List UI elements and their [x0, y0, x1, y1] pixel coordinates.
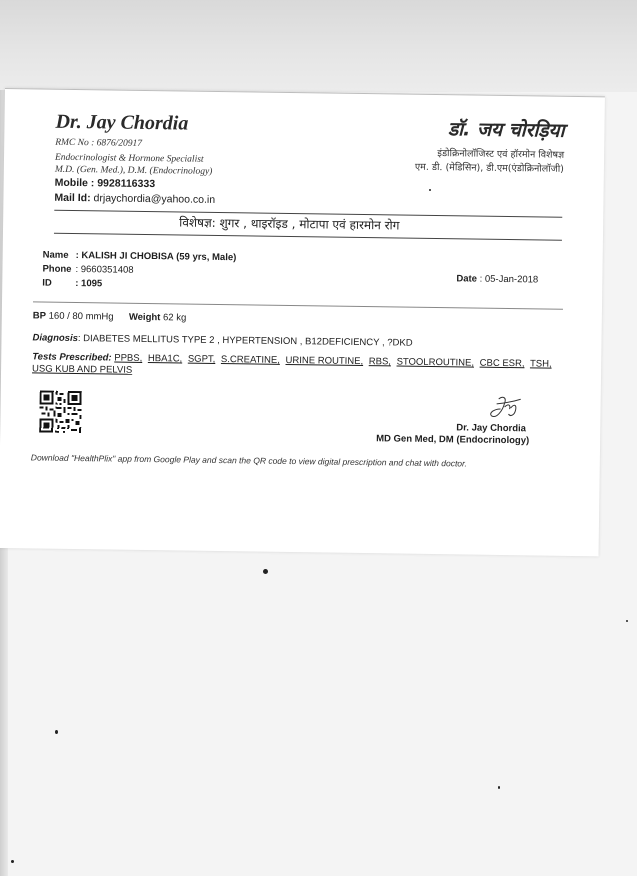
mail-id [54, 192, 215, 206]
specialty-line: विशेषज्ञ: शुगर , थाइरॉइड , मोटापा एवं हारमोन रोग [179, 215, 400, 233]
app-download-note: Download "HealthPlix" app from Google Play and scan the QR code to view digital prescription and chat with doctor. [30, 452, 468, 469]
header-divider-bottom [54, 233, 562, 241]
diagnosis-value: : DIABETES MELLITUS TYPE 2 , HYPERTENSION , B12DEFICIENCY , ?DKD [77, 333, 413, 349]
patient-divider [33, 301, 563, 309]
prescription-sheet [0, 88, 605, 556]
date-label: Date [456, 273, 478, 285]
test-item: STOOLROUTINE, [396, 356, 475, 369]
patient-name-value: : KALISH JI CHOBISA (59 yrs, Male) [75, 250, 237, 264]
tests-prescribed [32, 351, 572, 383]
scan-speck [55, 730, 58, 734]
signature-name: Dr. Jay Chordia [456, 422, 527, 435]
tests-label: Tests Prescribed: [32, 351, 112, 364]
scan-speck [263, 569, 268, 574]
scan-speck [626, 620, 628, 622]
date-value: : 05-Jan-2018 [479, 273, 539, 286]
mobile-number: Mobile : 9928116333 [54, 176, 156, 191]
mail-value: drjaychordia@yahoo.co.in [93, 192, 216, 206]
scan-speck [11, 860, 14, 863]
bp-label: BP [32, 310, 47, 322]
rmc-number: RMC No : 6876/20917 [55, 137, 143, 149]
scan-speck [429, 189, 431, 191]
test-item: USG KUB AND PELVIS [32, 363, 133, 376]
patient-phone-value: : 9660351408 [75, 264, 134, 276]
prescription-date [456, 273, 538, 285]
test-item: S.CREATINE, [220, 354, 280, 366]
scan-shadow-top [0, 0, 637, 92]
test-item: PPBS, [114, 352, 143, 364]
weight-value: 62 kg [162, 312, 187, 324]
test-item: CBC ESR, [479, 357, 525, 370]
test-item: SGPT, [187, 353, 216, 365]
test-item: RBS, [368, 356, 392, 368]
bp-value: 160 / 80 mmHg [48, 310, 114, 323]
patient-id-label: ID [42, 277, 52, 289]
qr-code [39, 391, 82, 434]
specialist-title: Endocrinologist & Hormone Specialist [54, 152, 204, 165]
doctor-name: Dr. Jay Chordia [55, 110, 189, 135]
patient-id-value: : 1095 [75, 278, 103, 290]
patient-phone-label: Phone [42, 263, 72, 275]
specialist-title-hindi: इंडोक्रिनोलॉजिस्ट एवं हॉरमोन विशेषज्ञ [437, 148, 565, 161]
diagnosis-line [32, 332, 412, 348]
diagnosis-label: Diagnosis [32, 332, 78, 345]
patient-name-label: Name [42, 249, 69, 261]
signature-qualification: MD Gen Med, DM (Endocrinology) [376, 433, 530, 447]
scan-speck [498, 786, 500, 789]
test-item: TSH, [529, 358, 552, 370]
test-item: HBA1C, [147, 353, 183, 365]
weight-label: Weight [128, 311, 161, 324]
doctor-degrees: M.D. (Gen. Med.), D.M. (Endocrinology) [54, 164, 213, 177]
vitals-line [33, 310, 187, 323]
doctor-degrees-hindi: एम. डी. (मेडिसिन), डी.एम(एंडोक्रिनोलॉजी) [414, 161, 564, 175]
mail-label: Mail Id: [54, 191, 91, 205]
doctor-name-hindi: डॉ. जय चोरड़िया [447, 118, 565, 142]
test-item: URINE ROUTINE, [285, 354, 364, 368]
handwritten-signature [488, 395, 522, 421]
